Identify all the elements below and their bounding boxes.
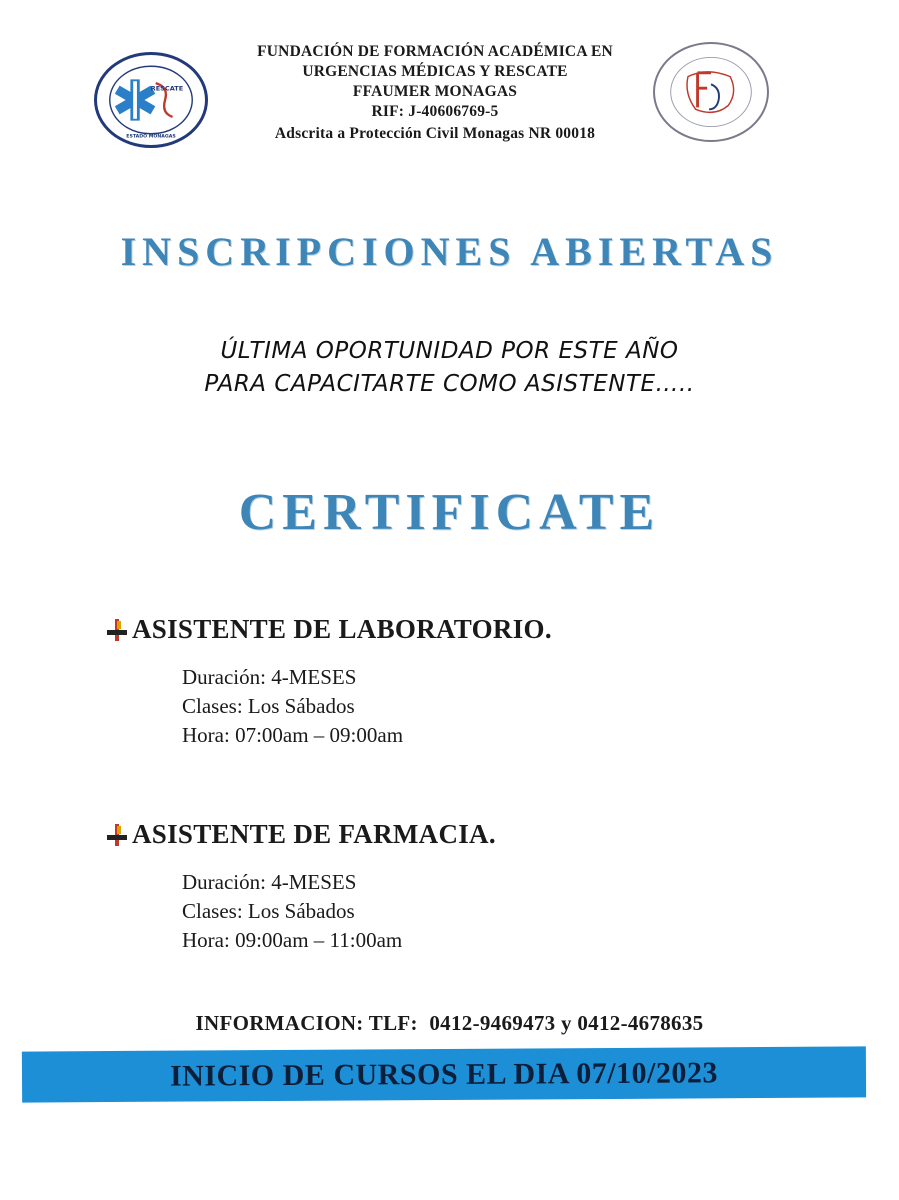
org-acronym: FFAUMER MONAGAS — [352, 83, 518, 100]
tagline-line-2: PARA CAPACITARTE COMO ASISTENTE….. — [204, 371, 695, 397]
tagline-line-1: ÚLTIMA OPORTUNIDAD POR ESTE AÑO — [220, 338, 679, 364]
course-hours: Hora: 09:00am – 11:00am — [182, 928, 403, 952]
course-details — [182, 663, 804, 750]
main-heading: INSCRIPCIONES ABIERTAS — [120, 229, 779, 274]
course-hours: Hora: 07:00am – 09:00am — [182, 723, 404, 747]
course-classes: Clases: Los Sábados — [182, 899, 355, 923]
course-details — [182, 868, 804, 955]
cross-bullet-icon — [104, 617, 130, 643]
org-rif: RIF: J-40606769-5 — [371, 103, 499, 120]
svg-text:ESTADO MONAGAS: ESTADO MONAGAS — [126, 134, 176, 140]
org-affiliation: Adscrita a Protección Civil Monagas NR 00018 — [274, 125, 596, 142]
course-duration: Duración: 4-MESES — [182, 870, 357, 894]
organization-header — [215, 42, 655, 144]
course-classes: Clases: Los Sábados — [182, 694, 355, 718]
course-pharmacy — [104, 819, 804, 955]
contact-info — [0, 1011, 899, 1036]
course-title: ASISTENTE DE LABORATORIO. — [132, 614, 552, 644]
org-name-line-1: FUNDACIÓN DE FORMACIÓN ACADÉMICA EN — [257, 43, 613, 60]
star-of-life-seal-icon — [97, 55, 205, 145]
contact-label: INFORMACION: TLF: — [195, 1011, 418, 1035]
rescue-foundation-logo — [94, 52, 208, 148]
course-start-banner — [22, 1046, 866, 1102]
svg-text:RESCATE: RESCATE — [150, 84, 184, 93]
contact-phones: 0412-9469473 y 0412-4678635 — [429, 1011, 704, 1035]
ffaumer-seal-logo — [653, 42, 769, 142]
org-name-line-2: URGENCIAS MÉDICAS Y RESCATE — [302, 63, 568, 80]
certificate-heading: CERTIFICATE — [238, 484, 661, 541]
tagline — [0, 335, 899, 401]
course-laboratory — [104, 614, 804, 750]
course-start-text: INICIO DE CURSOS EL DIA 07/10/2023 — [169, 1055, 719, 1093]
cross-bullet-icon — [104, 822, 130, 848]
ffaumer-seal-icon — [655, 44, 767, 140]
course-duration: Duración: 4-MESES — [182, 665, 357, 689]
course-title: ASISTENTE DE FARMACIA. — [132, 819, 496, 849]
